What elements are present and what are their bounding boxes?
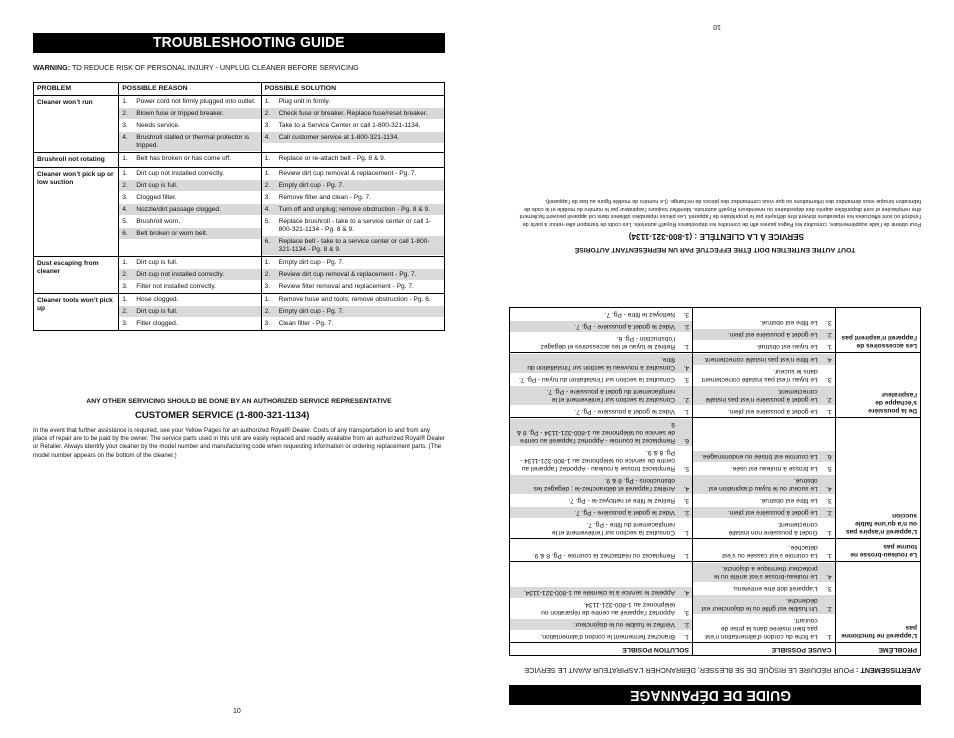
table-header-row	[34, 83, 445, 96]
fr-item-number: 1.	[826, 408, 832, 416]
item-number: 2.	[122, 109, 128, 117]
fr-item-text: Branchez fermement le cordon d’alimentation.	[540, 633, 675, 641]
item-text: Power cord not firmly plugged into outlet.	[136, 97, 256, 105]
column-header: POSSIBLE SOLUTION	[261, 83, 444, 96]
item-text: Brushroll stalled or thermal protector is tripped.	[136, 133, 250, 149]
fr-item-number: 3.	[826, 376, 832, 384]
item-number: 1.	[122, 295, 128, 303]
french-page	[477, 0, 954, 738]
fr-authorized-service-note: TOUT AUTRE ENTRETIEN DOIT ÊTRE EFFECTUÉ PAR UN REPRÉSENTANT AUTORISÉ	[574, 246, 856, 253]
item-text: Nozzle/dirt passage clogged.	[136, 205, 221, 213]
fr-item-number: 3.	[826, 319, 832, 327]
solution-item	[262, 257, 444, 269]
solution-cell	[261, 153, 444, 168]
item-text: Filter not installed correctly.	[136, 282, 217, 290]
item-text: Empty dirt cup - Pg. 7.	[278, 307, 344, 315]
item-text: Filter clogged.	[136, 319, 178, 327]
fr-solution-item	[510, 332, 692, 352]
fr-troubleshooting-table	[509, 307, 921, 656]
item-number: 4.	[264, 133, 271, 141]
fr-item-number: 3.	[683, 376, 689, 384]
fr-reason-item	[693, 594, 835, 614]
fr-item-text: Consultez la section sur l’installation du tuyau - Pg. 7.	[518, 376, 675, 384]
fr-item-number: 3.	[683, 311, 689, 319]
fr-item-number: 4.	[683, 364, 689, 372]
reason-item	[119, 216, 260, 228]
fr-solution-item	[510, 405, 692, 417]
fr-item-number: 4.	[683, 589, 689, 597]
solution-item	[262, 269, 444, 281]
fr-item-text: Retirez le filtre et nettoyez-le - Pg. 7.	[568, 497, 675, 505]
fr-item-number: 1.	[683, 343, 689, 351]
problem-cell: Brushroll not rotating	[34, 153, 119, 168]
fr-reason-item	[693, 582, 835, 594]
troubleshooting-table	[33, 82, 445, 331]
item-text: Dirt cup not installed correctly.	[136, 169, 225, 177]
reason-cell	[119, 96, 261, 153]
title-banner	[33, 33, 445, 53]
fr-reason-item	[693, 365, 835, 385]
fr-item-number: 5.	[683, 465, 689, 473]
fr-item-text: Arrêtez l’appareil et débranchez-le ; dégagez les obstructions - Pg. 8 & 9.	[533, 477, 675, 493]
warning-line	[33, 63, 359, 72]
fr-item-number: 3.	[826, 585, 832, 593]
reason-cell	[119, 257, 261, 294]
solution-item	[262, 204, 444, 216]
item-number: 1.	[264, 258, 271, 266]
fr-reason-item	[693, 474, 835, 494]
fr-item-number: 1.	[826, 633, 832, 641]
item-number: 3.	[264, 121, 271, 129]
customer-service-text: In the event that further assistance is required, see your Yellow Pages for an authorized Royal® Dealer. Costs of any transportation to and from any place of repair are to be paid by the owner. The service parts used in this unit are easily replaced and readily available from an authorized Royal® Dealer or Retailer. Always identify your cleaner by the model number and manufacturing code when requesting information or ordering replacement parts. (The model number appears on the bottom of the cleaner.)	[33, 427, 445, 459]
fr-customer-service-title: SERVICE À LA CLIENTÈLE : (1-800-321-1134)	[628, 232, 804, 241]
fr-item-text: Le filtre est obstrué.	[759, 497, 818, 505]
solution-cell	[261, 257, 444, 294]
table-row	[34, 153, 445, 168]
fr-table-row	[510, 353, 921, 418]
reason-item	[119, 108, 260, 120]
fr-problem-cell: De la poussière s’échappe de l’aspirateur	[835, 353, 920, 418]
item-text: Remove hose and tools; remove obstruction - Pg. 6.	[278, 295, 431, 303]
item-text: Replace brushroll - take to a service center or call 1-800-321-1134 - Pg. 8 & 9.	[278, 217, 432, 233]
item-text: Take to a Service Center or call 1-800-321-1134.	[278, 121, 421, 129]
solution-item	[262, 132, 444, 144]
fr-item-text: Consultez la section sur l’enlèvement et le remplacement du godet à poussière - Pg. 7.	[546, 388, 675, 404]
item-number: 2.	[264, 109, 271, 117]
fr-reason-item	[693, 328, 835, 340]
fr-item-text: Consultez la section sur l’enlèvement et le remplacement du filtre - Pg. 7.	[551, 521, 675, 537]
item-number: 4.	[264, 205, 271, 213]
reason-item	[119, 318, 260, 330]
item-number: 3.	[122, 121, 128, 129]
fr-item-number: 2.	[683, 621, 689, 629]
fr-title-banner	[509, 685, 921, 705]
fr-solution-item	[510, 418, 692, 446]
fr-item-text: Le rouleau-brosse s’est arrêté ou le protecteur thermique a disjoncté.	[713, 565, 818, 581]
fr-reason-item	[693, 340, 835, 352]
table-row	[34, 257, 445, 294]
problem-cell: Cleaner tools won’t pick up	[34, 294, 119, 331]
fr-item-number: 2.	[826, 605, 832, 613]
item-number: 4.	[122, 205, 128, 213]
item-text: Blown fuse or tripped breaker.	[136, 109, 224, 117]
fr-item-number: 4.	[826, 485, 832, 493]
fr-table-row	[510, 562, 921, 643]
french-page-rotated	[477, 0, 954, 738]
fr-solution-item	[510, 308, 692, 320]
item-text: Clogged filter.	[136, 193, 177, 201]
item-text: Call customer service at 1-800-321-1134.	[278, 133, 400, 141]
solution-item	[262, 168, 444, 180]
item-text: Turn off and unplug; remove obstruction - Pg. 8 & 9.	[278, 205, 431, 213]
fr-item-text: Godet à poussière non installé correctement.	[728, 521, 818, 537]
solution-item	[262, 180, 444, 192]
fr-page-title: GUIDE DE DÉPANNAGE	[629, 687, 791, 704]
item-text: Empty dirt cup - Pg. 7.	[278, 258, 344, 266]
fr-item-text: Videz le godet à poussière - Pg. 7.	[574, 408, 675, 416]
fr-solution-item	[510, 549, 692, 561]
fr-table-header-row	[510, 643, 921, 656]
item-number: 3.	[122, 193, 128, 201]
item-number: 2.	[122, 307, 128, 315]
fr-solution-item	[510, 618, 692, 630]
item-number: 2.	[122, 181, 128, 189]
fr-reason-item	[693, 316, 835, 328]
fr-item-text: Un fusible est grillé ou le disjoncteur est déclenché.	[701, 597, 818, 613]
fr-item-text: La courroie s’est cassée ou s’est détachée.	[722, 544, 818, 560]
fr-column-header: PROBLÈME	[835, 643, 920, 656]
fr-item-number: 4.	[826, 356, 832, 364]
fr-reason-item	[693, 405, 835, 417]
fr-item-text: Le godet à poussière est plein.	[727, 509, 818, 517]
fr-solution-cell	[510, 539, 693, 562]
solution-item	[262, 96, 444, 108]
fr-warning-line	[524, 666, 921, 675]
fr-item-text: Le filtre est obstrué.	[759, 319, 818, 327]
fr-customer-service-text: Pour obtenir de l’aide supplémentaire, consultez les Pages jaunes afin de connaître les dépositaires Royal® autorisés. Les coûts de transport aller-retour à partir de l’endroit où sont effectuées les réparations doivent être défrayés par le propriétaire de l’appareil. Les pièces réparables utilisées dans cet appareil peuvent facilement être remplacées et sont disponibles auprès des dépositaires ou revendeurs Royal® autorisés. Identifiez toujours l’aspirateur par le numéro du modèle et le code de fabrication lorsque vous demandez des informations ou que vous commandez des pièces de rechange. (Le numéro de modèle figure au bas de l’appareil).	[519, 198, 921, 227]
reason-cell	[119, 168, 261, 257]
fr-item-number: 5.	[826, 465, 832, 473]
fr-reason-item	[693, 462, 835, 474]
fr-reason-cell	[693, 418, 836, 539]
fr-solution-item	[510, 353, 692, 373]
page-title: TROUBLESHOOTING GUIDE	[153, 34, 345, 51]
fr-item-number: 2.	[683, 323, 689, 331]
fr-item-number: 6.	[826, 453, 832, 461]
item-text: Review dirt cup removal & replacement - Pg. 7.	[278, 169, 417, 177]
item-text: Hose clogged.	[136, 295, 179, 303]
fr-item-text: La courroie est brisée ou endommagée.	[701, 453, 818, 461]
problem-cell: Cleaner won’t run	[34, 96, 119, 153]
fr-solution-item	[510, 385, 692, 405]
fr-item-number: 2.	[826, 331, 832, 339]
fr-solution-item	[510, 494, 692, 506]
solution-item	[262, 294, 444, 306]
solution-item	[262, 306, 444, 318]
fr-item-number: 1.	[683, 552, 689, 560]
solution-item	[262, 281, 444, 293]
table-row	[34, 168, 445, 257]
item-number: 2.	[264, 181, 271, 189]
item-number: 1.	[264, 169, 271, 177]
item-number: 3.	[264, 319, 271, 327]
solution-cell	[261, 96, 444, 153]
solution-item	[262, 108, 444, 120]
fr-item-text: Le tuyau n’est pas installé correctement dans le suceur.	[701, 368, 818, 384]
fr-item-text: Nettoyez le filtre - Pg. 7.	[604, 311, 675, 319]
item-number: 1.	[122, 258, 128, 266]
fr-solution-cell	[510, 562, 693, 643]
item-number: 1.	[122, 154, 128, 162]
item-number: 3.	[264, 193, 271, 201]
fr-table-row	[510, 539, 921, 562]
fr-item-number: 1.	[826, 552, 832, 560]
fr-item-number: 2.	[826, 509, 832, 517]
fr-item-text: Apportez l’appareil au centre de réparation ou téléphonez au 1-800-321-1134.	[541, 601, 675, 617]
reason-item	[119, 168, 260, 180]
item-number: 1.	[122, 97, 128, 105]
item-text: Dirt cup is full.	[136, 307, 178, 315]
fr-reason-cell	[693, 539, 836, 562]
item-text: Dirt cup not installed correctly.	[136, 270, 225, 278]
table-row	[34, 294, 445, 331]
fr-item-number: 3.	[826, 497, 832, 505]
item-text: Remove filter and clean - Pg. 7.	[278, 193, 371, 201]
problem-cell: Dust escaping from cleaner	[34, 257, 119, 294]
solution-item	[262, 153, 444, 165]
fr-page-number: 10	[713, 23, 721, 30]
page-number: 10	[233, 708, 241, 715]
fr-reason-item	[693, 562, 835, 582]
fr-solution-item	[510, 630, 692, 642]
solution-item	[262, 120, 444, 132]
fr-solution-item	[510, 598, 692, 618]
fr-item-text: Retirez le tuyau et les accessoires et dégagez l’obstruction - Pg. 6.	[540, 335, 675, 351]
item-number: 1.	[264, 295, 271, 303]
reason-item	[119, 204, 260, 216]
item-number: 3.	[264, 282, 271, 290]
fr-solution-cell	[510, 308, 693, 353]
warning-text: TO REDUCE RISK OF PERSONAL INJURY - UNPLUG CLEANER BEFORE SERVICING	[70, 63, 359, 72]
fr-item-text: Le suceur ou le tuyau d’aspiration est obstrué.	[708, 477, 818, 493]
reason-item	[119, 257, 260, 269]
fr-item-text: La brosse à rouleau est usée.	[730, 465, 818, 473]
item-number: 2.	[264, 307, 271, 315]
item-number: 3.	[122, 282, 128, 290]
fr-table-row	[510, 418, 921, 539]
fr-solution-item	[510, 446, 692, 474]
item-number: 5.	[122, 217, 128, 225]
item-text: Empty dirt cup - Pg. 7.	[278, 181, 344, 189]
fr-solution-cell	[510, 353, 693, 418]
fr-item-text: Consultez à nouveau la section sur l’installation du filtre.	[527, 356, 675, 372]
fr-column-header: SOLUTION POSIBLE	[510, 643, 693, 656]
item-text: Dirt cup is full.	[136, 258, 178, 266]
fr-solution-item	[510, 373, 692, 385]
fr-item-text: Remplacez la courroie - Apportez l’appareil au centre de service ou téléphonez au 1-800-321-1134 - Pg. 8 & 9.	[516, 421, 675, 445]
table-row	[34, 96, 445, 153]
fr-solution-item	[510, 474, 692, 494]
item-number: 6.	[122, 229, 128, 237]
fr-reason-item	[693, 614, 835, 642]
reason-cell	[119, 153, 261, 168]
fr-reason-cell	[693, 308, 836, 353]
fr-item-text: Videz le godet à poussière - Pg. 7.	[574, 509, 675, 517]
fr-item-number: 6.	[683, 437, 689, 445]
item-number: 1.	[122, 169, 128, 177]
fr-warning-label: AVERTISSEMENT :	[856, 666, 921, 675]
item-text: Review filter removal and replacement - Pg. 7.	[278, 282, 414, 290]
problem-cell: Cleaner won’t pick up or low suction	[34, 168, 119, 257]
fr-item-number: 2.	[683, 396, 689, 404]
fr-item-text: Vérifiez le fusible ou le disjoncteur.	[573, 621, 675, 629]
item-number: 6.	[264, 237, 271, 245]
reason-item	[119, 153, 260, 165]
item-number: 5.	[264, 217, 271, 225]
fr-item-number: 3.	[683, 609, 689, 617]
item-text: Clean filter - Pg. 7.	[278, 319, 334, 327]
fr-solution-item	[510, 586, 692, 598]
fr-item-text: L’appareil doit être entretenu.	[732, 585, 818, 593]
fr-item-text: Appelez le service à la clientèle au 1-800-321-1134.	[523, 589, 675, 597]
item-text: Belt has broken or has come off.	[136, 154, 232, 162]
customer-service-title: CUSTOMER SERVICE (1-800-321-1134)	[135, 410, 310, 421]
fr-reason-cell	[693, 562, 836, 643]
item-text: Brushroll worn.	[136, 217, 181, 225]
item-text: Needs service.	[136, 121, 180, 129]
fr-reason-item	[693, 518, 835, 538]
fr-item-text: Le godet à poussière est plein.	[727, 331, 818, 339]
fr-reason-item	[693, 450, 835, 462]
column-header: PROBLEM	[34, 83, 119, 96]
solution-item	[262, 216, 444, 236]
fr-item-number: 1.	[683, 408, 689, 416]
item-text: Check fuse or breaker. Replace fuse/reset breaker.	[278, 109, 428, 117]
item-number: 1.	[264, 154, 271, 162]
solution-item	[262, 192, 444, 204]
fr-problem-cell: L’appareil n’aspire pas ou n’a qu’une faible succion	[835, 418, 920, 539]
solution-cell	[261, 168, 444, 257]
fr-item-text: Le godet à poussière est plein.	[727, 408, 818, 416]
fr-item-text: Le filtre n’est pas installé correctement.	[703, 356, 818, 364]
fr-item-number: 1.	[826, 529, 832, 537]
fr-item-text: Videz le godet à poussière - Pg. 7.	[574, 323, 675, 331]
fr-item-number: 4.	[826, 573, 832, 581]
authorized-service-note: ANY OTHER SERVICING SHOULD BE DONE BY AN AUTHORIZED SERVICE REPRESENTATIVE	[86, 398, 392, 405]
reason-item	[119, 269, 260, 281]
item-text: Belt broken or worn belt.	[136, 229, 208, 237]
item-text: Dirt cup is full.	[136, 181, 178, 189]
fr-item-number: 4.	[683, 485, 689, 493]
fr-reason-cell	[693, 353, 836, 418]
fr-reason-item	[693, 541, 835, 561]
item-text: Replace belt - take to a service center or call 1-800-321-1134 - Pg. 8 & 9.	[278, 237, 430, 253]
solution-cell	[261, 294, 444, 331]
fr-item-number: 2.	[683, 509, 689, 517]
solution-item	[262, 236, 444, 256]
reason-item	[119, 192, 260, 204]
item-number: 4.	[122, 133, 128, 141]
item-number: 2.	[264, 270, 271, 278]
fr-item-number: 2.	[826, 396, 832, 404]
fr-item-number: 3.	[683, 497, 689, 505]
reason-item	[119, 120, 260, 132]
solution-item	[262, 318, 444, 330]
fr-item-number: 1.	[826, 343, 832, 351]
fr-column-header: CAUSE POSSIBLE	[693, 643, 836, 656]
fr-solution-item	[510, 320, 692, 332]
item-number: 3.	[122, 319, 128, 327]
reason-cell	[119, 294, 261, 331]
fr-problem-cell: L’appareil ne fonctionne pas	[835, 562, 920, 643]
fr-solution-cell	[510, 418, 693, 539]
reason-item	[119, 281, 260, 293]
fr-item-text: La fiche du cordon d’alimentation n’est pas bien insérée dans la prise de courant.	[705, 617, 818, 641]
fr-problem-cell: Les accessoires de l’appareil n’aspirent pas	[835, 308, 920, 353]
fr-problem-cell: Le rouleau-brosse ne tourne pas	[835, 539, 920, 562]
item-number: 1.	[264, 97, 271, 105]
reason-item	[119, 294, 260, 306]
fr-item-number: 1.	[683, 529, 689, 537]
reason-item	[119, 96, 260, 108]
fr-table-row	[510, 308, 921, 353]
fr-reason-item	[693, 494, 835, 506]
item-number: 2.	[122, 270, 128, 278]
fr-reason-item	[693, 353, 835, 365]
fr-item-text: Remplacez ou réattachez la courroie - Pg. 8 & 9.	[532, 552, 675, 560]
column-header: POSSIBLE REASON	[119, 83, 261, 96]
fr-item-text: Le godet à poussière n’est pas installé correctement.	[705, 388, 818, 404]
reason-item	[119, 132, 260, 152]
fr-solution-item	[510, 518, 692, 538]
fr-item-text: Le tuyau est obstrué.	[756, 343, 818, 351]
fr-solution-item	[510, 506, 692, 518]
warning-label: WARNING:	[33, 63, 71, 72]
item-text: Replace or re-attach belt - Pg. 8 & 9.	[278, 154, 386, 162]
fr-item-text: Remplacez brosse à rouleau - Apportez l’appareil au centre de service ou téléphonez au 1-800-321-1134 - Pg. 8 & 9.	[520, 449, 675, 473]
item-text: Review dirt cup removal & replacement - Pg. 7.	[278, 270, 417, 278]
fr-reason-item	[693, 506, 835, 518]
fr-reason-item	[693, 385, 835, 405]
reason-item	[119, 228, 260, 240]
item-text: Plug unit in firmly.	[278, 97, 331, 105]
fr-warning-text: POUR RÉDUIRE LE RISQUE DE SE BLESSER, DÉBRANCHER L’ASPIRATEUR AVANT LE SERVICE	[524, 666, 857, 675]
reason-item	[119, 306, 260, 318]
reason-item	[119, 180, 260, 192]
fr-item-number: 1.	[683, 633, 689, 641]
